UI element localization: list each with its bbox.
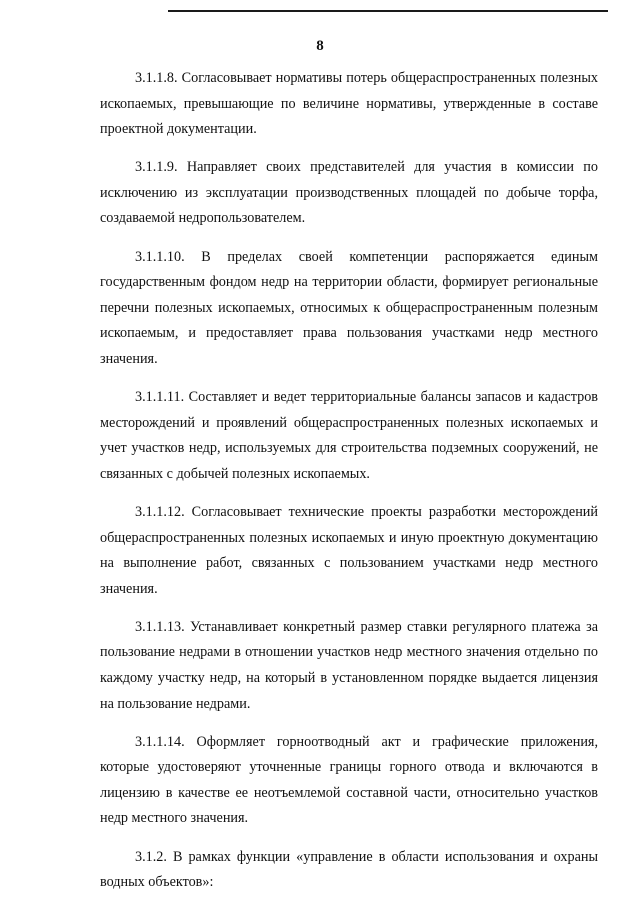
paragraph-3-1-1-13: 3.1.1.13. Устанавливает конкретный размер ставки регулярного платежа за пользование недрами в отношении участков недр местного значения отдельно по каждому участку недр, на который в установленном порядке выдается лицензия на пользование недрами. [100,618,598,712]
paragraph-3-1-1-10: 3.1.1.10. В пределах своей компетенции распоряжается единым государственным фондом недр на территории области, формирует региональные перечни полезных ископаемых, относимых к общераспространенным полезным ископаемым, и предоставляет права пользования участками недр местного значения. [100,248,598,367]
paragraph-3-1-1-9: 3.1.1.9. Направляет своих представителей для участия в комиссии по исключению из эксплуатации производственных площадей по добыче торфа, создаваемой недропользователем. [100,159,598,227]
top-rule [168,10,608,12]
paragraph-3-1-1-8: 3.1.1.8. Согласовывает нормативы потерь общераспространенных полезных ископаемых, превышающие по величине нормативы, утвержденные в составе проектной документации. [100,70,598,138]
body-text [100,66,598,908]
paragraph-3-1-2: 3.1.2. В рамках функции «управление в области использования и охраны водных объектов»: [100,848,598,891]
paragraph-3-1-1-11: 3.1.1.11. Составляет и ведет территориальные балансы запасов и кадастров месторождений и проявлений общераспространенных полезных ископаемых и учет участков недр, используемых для строительства подземных сооружений, не связанных с добычей полезных ископаемых. [100,389,598,482]
paragraph-3-1-1-12: 3.1.1.12. Согласовывает технические проекты разработки месторождений общераспространенных полезных ископаемых и иную проектную документацию на выполнение работ, связанных с пользованием участками недр местного значения. [100,503,598,597]
page-number: 8 [316,38,324,54]
paragraph-3-1-1-14: 3.1.1.14. Оформляет горноотводный акт и графические приложения, которые удостоверяют уточненные границы горного отвода и включаются в лицензию в качестве ее неотъемлемой составной части, относительно участков недр местного значения. [100,733,598,827]
